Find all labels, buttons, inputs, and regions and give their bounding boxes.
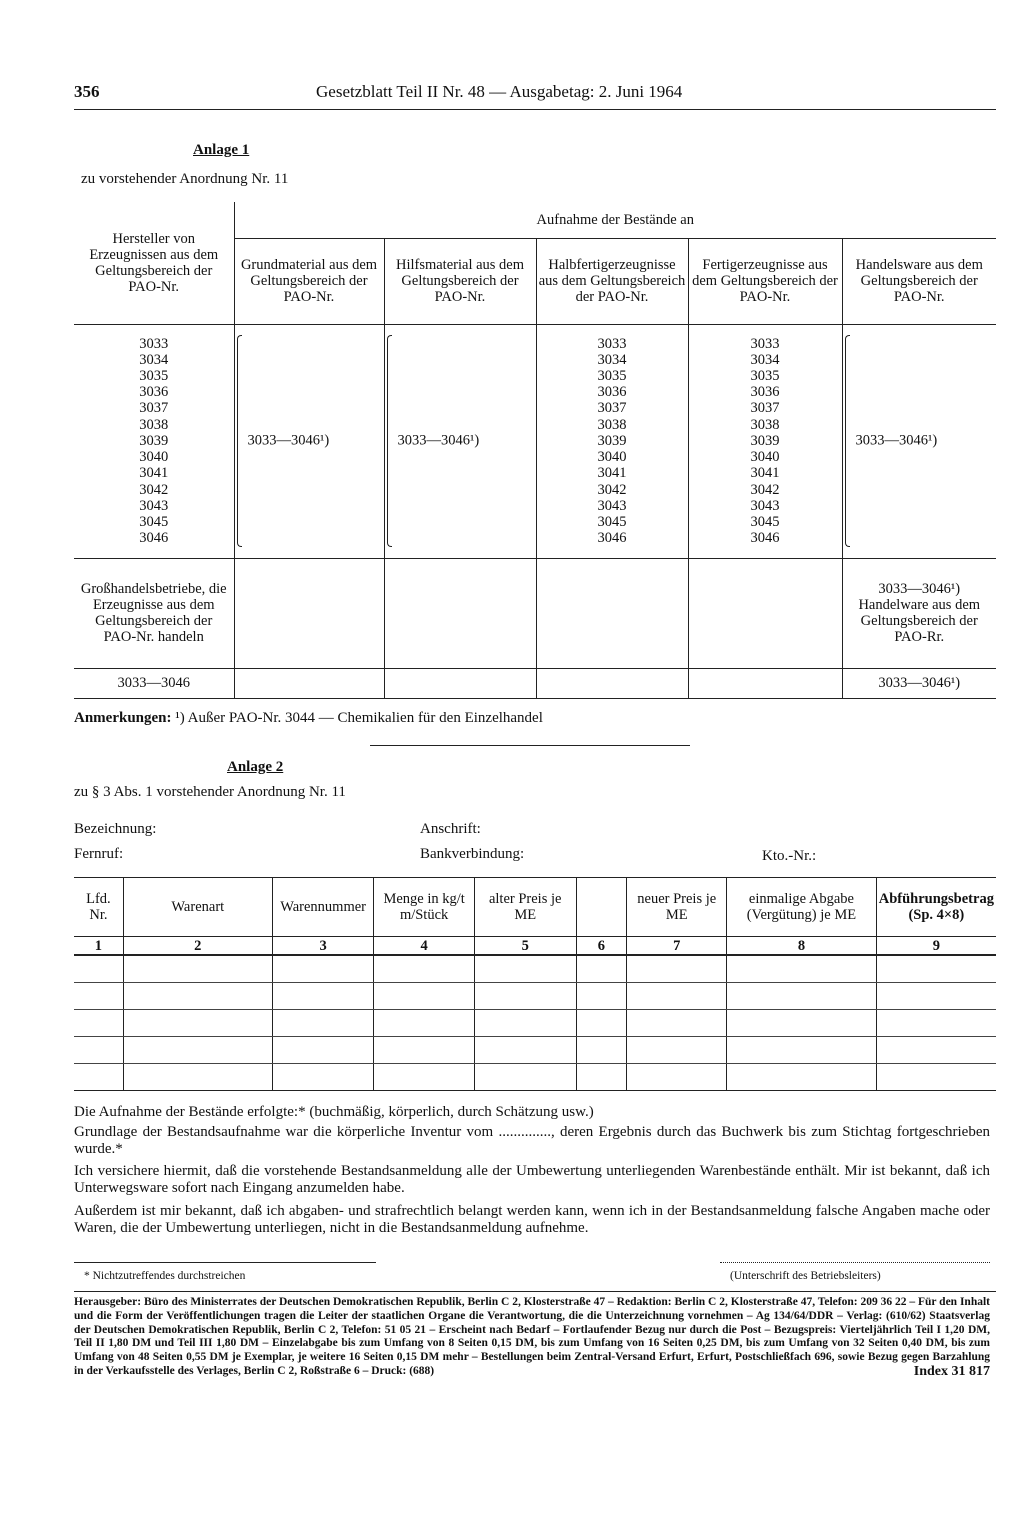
col-number: 8 — [727, 937, 877, 956]
table-header-hersteller: Hersteller von Erzeugnissen aus dem Geltungsbereich der PAO-Nr. — [89, 230, 219, 295]
table-row — [74, 1037, 996, 1064]
form-cell[interactable] — [374, 955, 474, 983]
note-text: ¹) Außer PAO-Nr. 3044 — Chemikalien für den Einzelhandel — [175, 710, 543, 726]
col-header-abfuehrungsbetrag: Abführungsbetrag (Sp. 4×8) — [876, 878, 996, 937]
form-cell[interactable] — [123, 1010, 272, 1037]
brace-icon — [387, 335, 392, 547]
form-cell[interactable] — [374, 1037, 474, 1064]
label-anschrift: Anschrift: — [420, 821, 481, 837]
table-cell-empty — [688, 558, 842, 668]
table-cell-empty — [234, 668, 384, 698]
table-row — [74, 955, 996, 983]
signature-caption: (Unterschrift des Betriebsleiters) — [730, 1270, 881, 1282]
table-cell-halbfertig-list — [536, 324, 688, 558]
form-cell[interactable] — [627, 1010, 727, 1037]
anlage1-note — [74, 710, 543, 727]
anlage1-subtitle: zu vorstehender Anordnung Nr. 11 — [81, 171, 289, 187]
anlage1-title: Anlage 1 — [193, 142, 250, 158]
table-cell-empty — [384, 558, 536, 668]
anlage2-title: Anlage 2 — [227, 759, 284, 775]
form-cell[interactable] — [74, 1037, 123, 1064]
form-cell[interactable] — [272, 1037, 374, 1064]
form-cell[interactable] — [576, 1010, 627, 1037]
range-handelsware: 3033—3046¹) — [855, 432, 938, 449]
note-label: Anmerkungen: — [74, 710, 172, 726]
form-cell[interactable] — [74, 983, 123, 1010]
form-cell[interactable] — [123, 955, 272, 983]
signature-line — [720, 1262, 990, 1263]
brace-icon — [845, 335, 850, 547]
col-header-warennummer: Warennummer — [272, 878, 374, 937]
col-number: 2 — [123, 937, 272, 956]
imprint — [74, 1296, 990, 1379]
table-cell-pao-list — [74, 324, 234, 558]
form-cell[interactable] — [876, 1064, 996, 1091]
table-row — [74, 1064, 996, 1091]
form-cell[interactable] — [576, 1064, 627, 1091]
label-bezeichnung: Bezeichnung: — [74, 821, 157, 837]
form-cell[interactable] — [576, 983, 627, 1010]
table-row — [74, 1010, 996, 1037]
table-cell-grundmaterial-range — [234, 324, 384, 558]
anlage1-table — [74, 202, 996, 699]
declaration-p4: Außerdem ist mir bekannt, daß ich abgaben- und strafrechtlich belangt werden kann, wenn ich in der Bestandsanmeldung falsche Angaben mache oder Waren, die der Umbewertung unterliegen, nicht in die Bestandsanmeldung aufnehme. — [74, 1203, 990, 1236]
table-group-header: Aufnahme der Bestände an — [234, 202, 996, 238]
form-cell[interactable] — [74, 1064, 123, 1091]
label-kto: Kto.-Nr.: — [762, 848, 817, 864]
table-cell-range-handelsware: 3033—3046¹) — [842, 668, 996, 698]
form-cell[interactable] — [123, 1037, 272, 1064]
form-cell[interactable] — [374, 983, 474, 1010]
label-bankverbindung: Bankverbindung: — [420, 846, 525, 862]
form-cell[interactable] — [374, 1010, 474, 1037]
form-cell[interactable] — [627, 1037, 727, 1064]
col-number: 6 — [576, 937, 627, 956]
form-cell[interactable] — [576, 1037, 627, 1064]
col-number: 4 — [374, 937, 474, 956]
imprint-rule — [74, 1291, 996, 1292]
col-number: 3 — [272, 937, 374, 956]
form-cell[interactable] — [474, 1037, 576, 1064]
col-header-warenart: Warenart — [123, 878, 272, 937]
table-cell-empty — [234, 558, 384, 668]
col-header-alter-preis: alter Preis je ME — [474, 878, 576, 937]
anlage2-table — [74, 877, 996, 1091]
form-cell[interactable] — [272, 1010, 374, 1037]
form-cell[interactable] — [74, 955, 123, 983]
running-title: Gesetzblatt Teil II Nr. 48 — Ausgabetag: 2. Juni 1964 — [316, 82, 683, 101]
form-cell[interactable] — [123, 1064, 272, 1091]
imprint-text: Herausgeber: Büro des Ministerrates der Deutschen Demokratischen Republik, Berlin C 2, Klosterstraße 47 – Redaktion: Berlin C 2, Klosterstraße 47, Telefon: 209 36 22 – Für den Inhalt und die Form der Veröffentlichungen tragen die Leiter der staatlichen Organe die Verantwortung, die die Unterzeichnung vornehmen – Ag 134/64/DDR – Verlag: (610/62) Staatsverlag der Deutschen Demokratischen Republik, Berlin C 2, Telefon: 51 05 21 – Erscheint nach Bedarf – Fortlaufender Bezug nur durch die Post – Bezugspreis: Vierteljährlich Teil I 1,20 DM, Teil II 1,80 DM und Teil III 1,80 DM – Einzelabgabe bis zum Umfang von 8 Seiten 0,15 DM, bis zum Umfang von 16 Seiten 0,25 DM, bis zum Umfang von 32 Seiten 0,40 DM, bis zum Umfang von 48 Seiten 0,55 DM je Exemplar, je weitere 16 Seiten 0,15 DM mehr – Bestellungen beim Zentral-Versand Erfurt, Erfurt, Postschließfach 696, sowie Bezug gegen Barzahlung in der Verkaufsstelle des Verlages, Berlin C 2, Roßstraße 6 – Druck: (688) — [74, 1296, 990, 1377]
page-number: 356 — [74, 82, 100, 101]
col-header-menge: Menge in kg/t m/Stück — [374, 878, 474, 937]
table-cell-empty — [536, 558, 688, 668]
footnote: * Nichtzutreffendes durchstreichen — [84, 1270, 246, 1282]
table-cell-empty — [384, 668, 536, 698]
index-number: Index 31 817 — [913, 1363, 990, 1379]
table-cell-grosshandel-handelsware: 3033—3046¹) Handelware aus dem Geltungsbereich der PAO-Rr. — [842, 558, 996, 668]
form-cell[interactable] — [74, 1010, 123, 1037]
table-cell-empty — [536, 668, 688, 698]
table-cell-fertig-list — [688, 324, 842, 558]
table-header-halbfertig: Halbfertigerzeugnisse aus dem Geltungsbereich der PAO-Nr. — [536, 238, 688, 324]
footnote-rule — [74, 1262, 376, 1263]
form-cell[interactable] — [876, 983, 996, 1010]
form-cell[interactable] — [876, 1010, 996, 1037]
col-header-abgabe: einmalige Abgabe (Vergütung) je ME — [727, 878, 877, 937]
table-header-hilfsmaterial: Hilfsmaterial aus dem Geltungsbereich der PAO-Nr. — [384, 238, 536, 324]
table-header-fertig: Fertigerzeugnisse aus dem Geltungsbereich der PAO-Nr. — [688, 238, 842, 324]
form-cell[interactable] — [627, 1064, 727, 1091]
anlage2-subtitle: zu § 3 Abs. 1 vorstehender Anordnung Nr. 11 — [74, 784, 346, 800]
form-cell[interactable] — [272, 1064, 374, 1091]
range-hilfsmaterial: 3033—3046¹) — [397, 432, 480, 449]
form-cell[interactable] — [474, 955, 576, 983]
col-number: 7 — [627, 937, 727, 956]
table-cell-hilfsmaterial-range — [384, 324, 536, 558]
form-cell[interactable] — [876, 955, 996, 983]
form-cell[interactable] — [474, 983, 576, 1010]
label-fernruf: Fernruf: — [74, 846, 124, 862]
pao-list-halbfertig: 3033 3034 3035 3036 3037 3038 3039 3040 3041 3042 3043 3045 3046 — [597, 335, 627, 547]
col-number: 9 — [876, 937, 996, 956]
header-rule — [74, 109, 996, 110]
col-number: 1 — [74, 937, 123, 956]
form-cell[interactable] — [727, 983, 877, 1010]
form-cell[interactable] — [727, 1037, 877, 1064]
form-cell[interactable] — [727, 1010, 877, 1037]
table-cell-grosshandel: Großhandelsbetriebe, die Erzeugnisse aus dem Geltungsbereich der PAO-Nr. handeln — [74, 558, 234, 668]
table-cell-range-row: 3033—3046 — [74, 668, 234, 698]
col-number: 5 — [474, 937, 576, 956]
form-cell[interactable] — [727, 955, 877, 983]
pao-list-hersteller: 3033 3034 3035 3036 3037 3038 3039 3040 3041 3042 3043 3045 3046 — [139, 335, 169, 547]
form-cell[interactable] — [474, 1010, 576, 1037]
form-cell[interactable] — [576, 955, 627, 983]
range-grundmaterial: 3033—3046¹) — [247, 432, 330, 449]
form-cell[interactable] — [876, 1037, 996, 1064]
table-header-grundmaterial: Grundmaterial aus dem Geltungsbereich der PAO-Nr. — [234, 238, 384, 324]
divider — [370, 745, 690, 746]
form-cell[interactable] — [727, 1064, 877, 1091]
table-cell-handelsware-range — [842, 324, 996, 558]
pao-list-fertig: 3033 3034 3035 3036 3037 3038 3039 3040 3041 3042 3043 3045 3046 — [750, 335, 780, 547]
declaration-p2: Grundlage der Bestandsaufnahme war die körperliche Inventur vom .............., deren Ergebnis durch das Buchwerk bis zum Stichtag fortgeschrieben wurde.* — [74, 1124, 990, 1157]
col-header-neuer-preis: neuer Preis je ME — [627, 878, 727, 937]
form-cell[interactable] — [123, 983, 272, 1010]
table-row — [74, 983, 996, 1010]
col-header-empty — [576, 878, 627, 937]
form-cell[interactable] — [627, 955, 727, 983]
form-cell[interactable] — [627, 983, 727, 1010]
form-cell[interactable] — [474, 1064, 576, 1091]
declaration-p1: Die Aufnahme der Bestände erfolgte:* (buchmäßig, körperlich, durch Schätzung usw.) — [74, 1104, 594, 1120]
form-cell[interactable] — [374, 1064, 474, 1091]
table-cell-empty — [688, 668, 842, 698]
form-cell[interactable] — [272, 955, 374, 983]
brace-icon — [237, 335, 242, 547]
form-cell[interactable] — [272, 983, 374, 1010]
declaration-p3: Ich versichere hiermit, daß die vorstehende Bestandsanmeldung alle der Umbewertung unterliegenden Warenbestände enthält. Mir ist bekannt, daß ich Unterwegsware sofort nach Eingang anzumelden habe. — [74, 1163, 990, 1196]
col-header-lfd-nr: Lfd. Nr. — [74, 878, 123, 937]
table-header-handelsware: Handelsware aus dem Geltungsbereich der PAO-Nr. — [842, 238, 996, 324]
